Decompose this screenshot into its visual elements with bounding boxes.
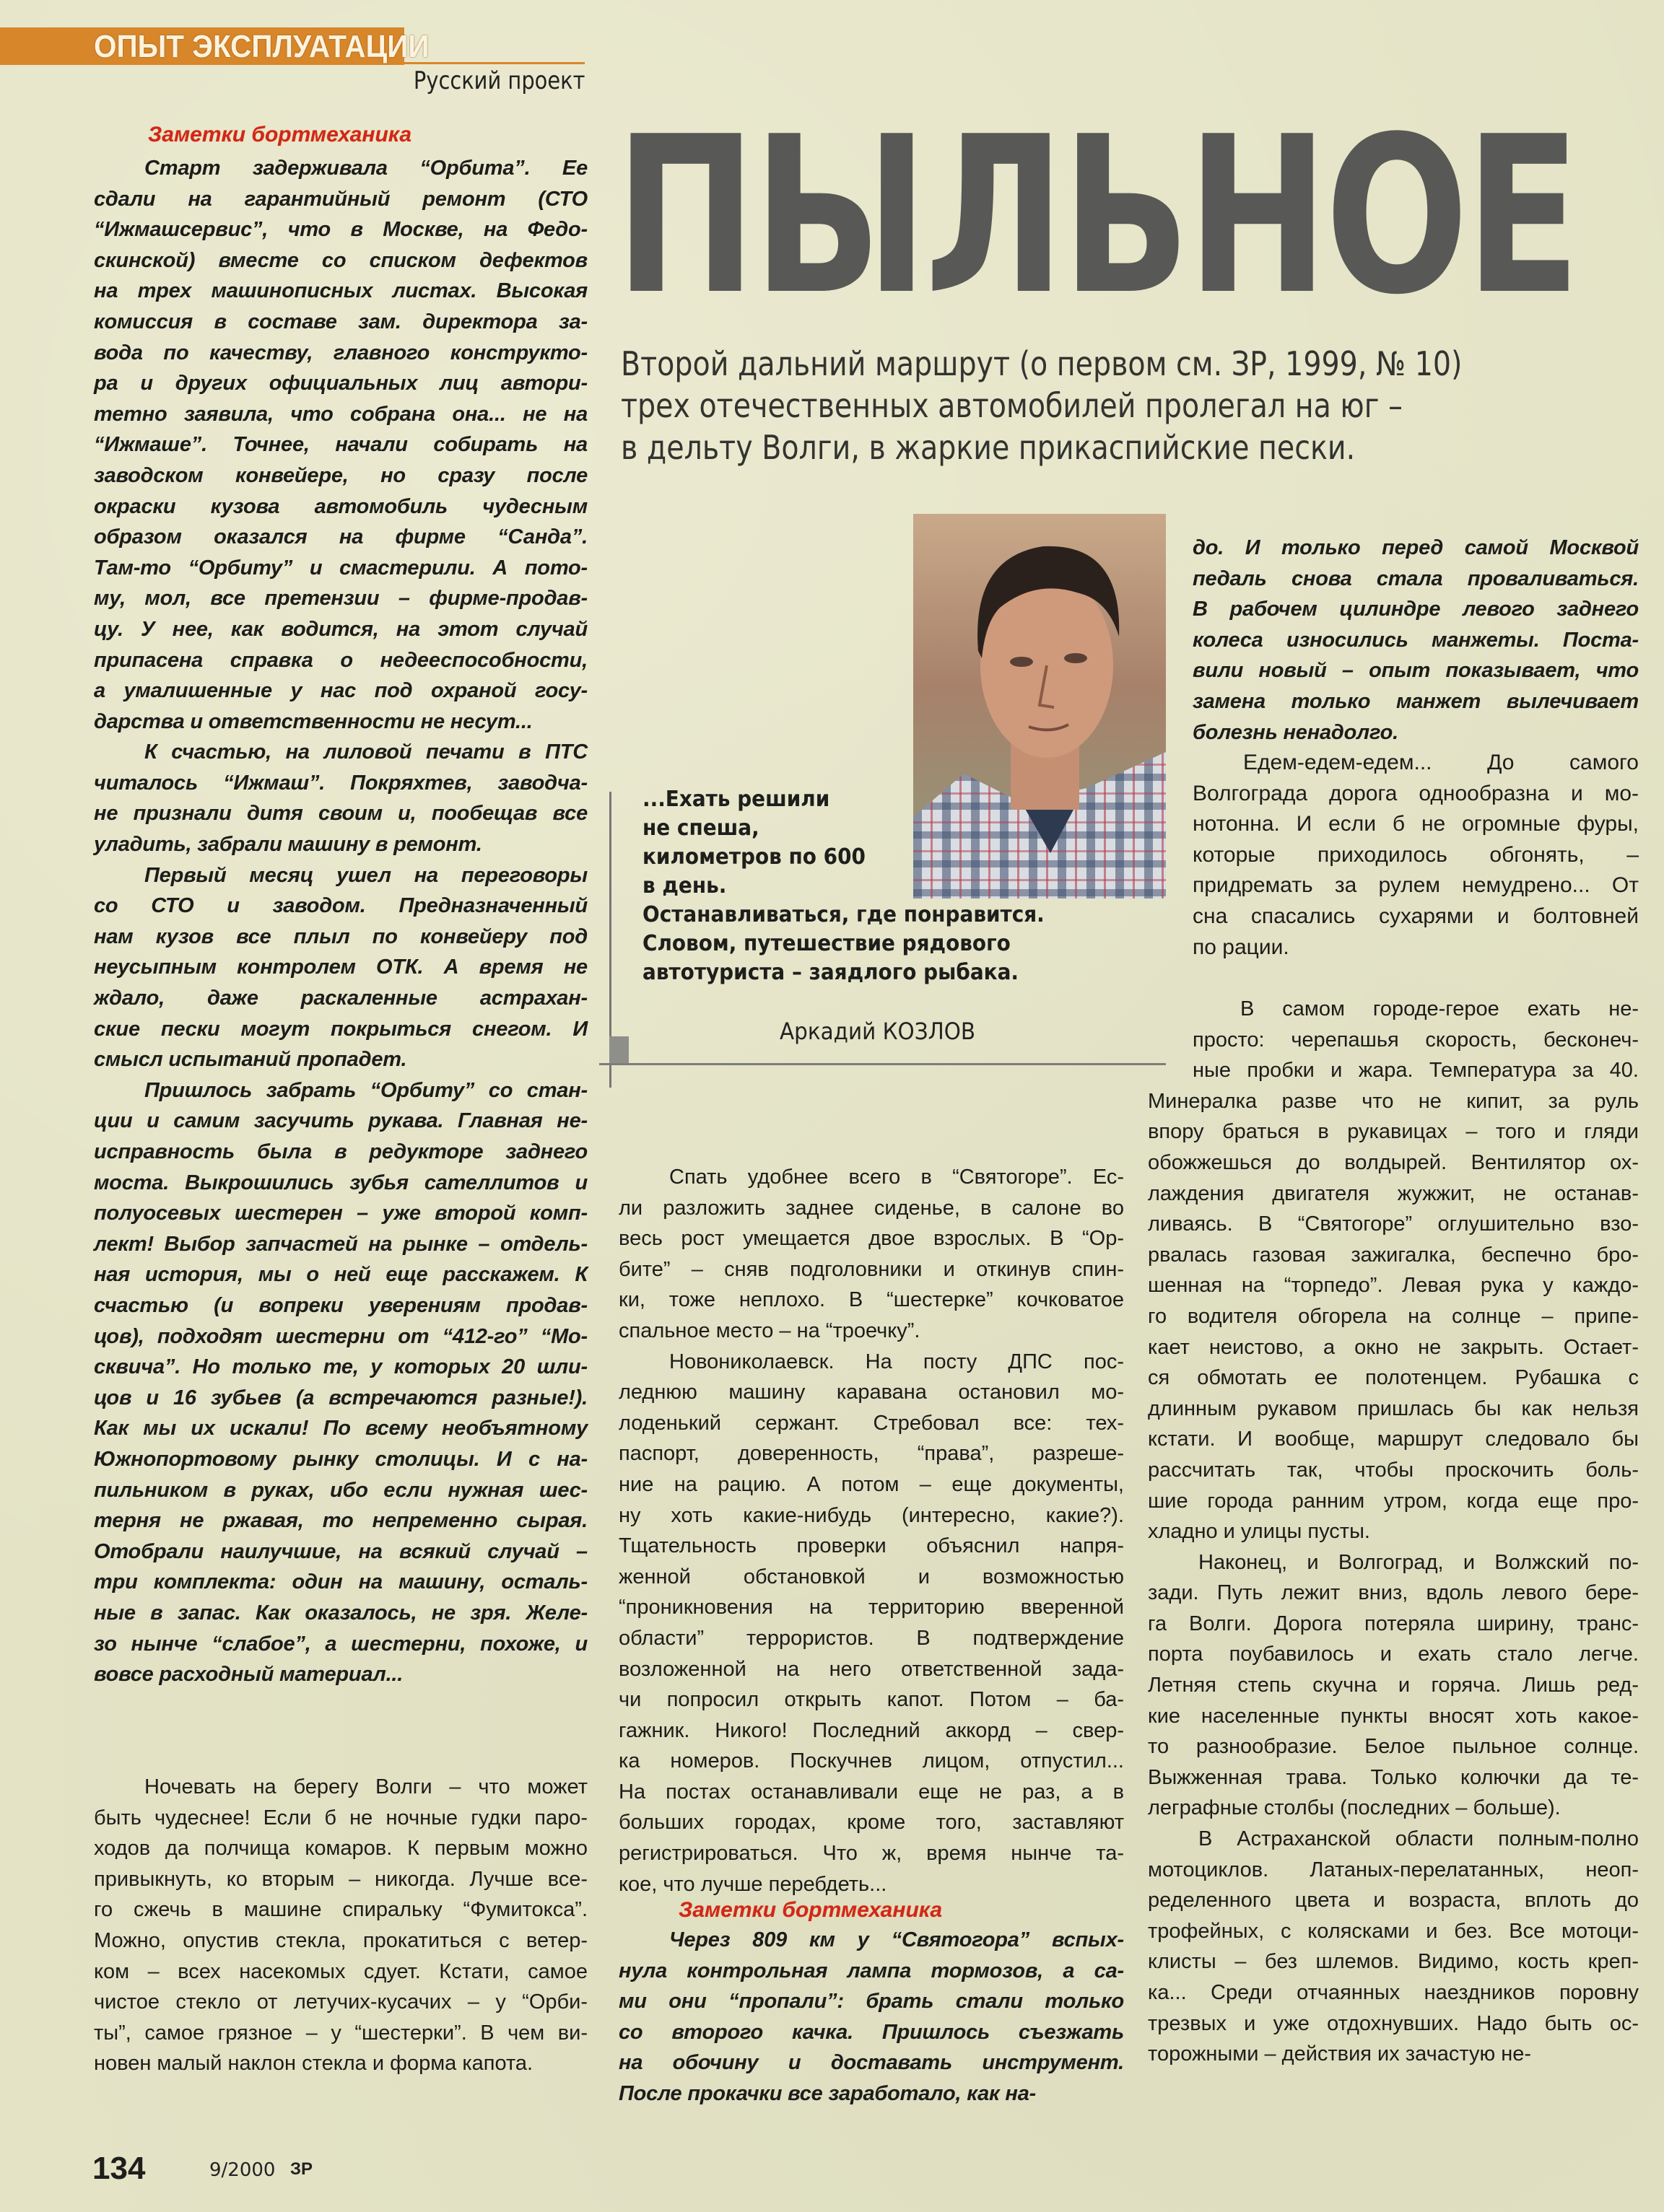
text-line: торожными – действия их зачастую не-	[1148, 2042, 1532, 2066]
text-line: зо нынче “слабое”, а шестерни, похоже, и	[94, 1632, 588, 1656]
middle-notes-text	[619, 1925, 1124, 2110]
text-line: Минералка разве что не кипит, за руль	[1148, 1089, 1639, 1113]
text-line: После прокачки все заработало, как на-	[619, 2081, 1037, 2105]
text-line: К счастью, на лиловой печати в ПТС	[144, 740, 588, 764]
text-line: лаждения двигателя жужжит, не останав-	[1148, 1181, 1639, 1205]
text-line: ты”, самое грязное – у “шестерки”. В чем ви-	[94, 2021, 588, 2045]
quote-frame-horizontal	[599, 1063, 1166, 1065]
pull-quote-line: автотуриста – заядлого рыбака.	[642, 960, 1019, 985]
text-line: пильником в руках, ибо если нужная шес-	[94, 1478, 588, 1502]
text-line: Можно, опустив стекла, прокатиться с ветер-	[94, 1928, 588, 1952]
text-line: га Волги. Дорога потеряла ширину, транс-	[1148, 1612, 1639, 1635]
text-line: рассчитать так, чтобы проскочить боль-	[1148, 1458, 1639, 1482]
text-line: уладить, забрали машину в ремонт.	[94, 833, 482, 857]
quote-frame-square	[609, 1036, 629, 1064]
text-line: ся обмотать ее полотенцем. Рубашка с	[1148, 1366, 1639, 1390]
pull-quote-line: километров по 600	[642, 844, 866, 870]
issue-number: 9/2000	[209, 2159, 276, 2181]
text-line: возложенной на него ответственной зада-	[619, 1657, 1124, 1681]
page-number: 134	[92, 2151, 146, 2186]
text-line: Пришлось забрать “Орбиту” со стан-	[144, 1078, 588, 1102]
left-notes-text	[94, 153, 588, 1690]
text-line: кстати. И вообще, маршрут следовало бы	[1148, 1428, 1639, 1451]
text-line: Через 809 км у “Святогора” вспых-	[669, 1928, 1124, 1951]
text-line: хладно и улицы пусты.	[1148, 1520, 1370, 1544]
text-line: кает неистово, а окно не закрыть. Остает-	[1148, 1335, 1639, 1359]
text-line: вовсе расходный материал...	[94, 1663, 404, 1687]
text-line: области” террористов. В подтверждение	[619, 1626, 1124, 1650]
text-line: В Астраханской области полным-полно	[1198, 1827, 1639, 1851]
text-line: Наконец, и Волгоград, и Волжский по-	[1198, 1550, 1639, 1574]
text-line: длинным рукавом пришлась бы как нельзя	[1148, 1396, 1639, 1420]
text-line: ждало, даже раскаленные астрахан-	[94, 987, 588, 1010]
text-line: тетно заявила, что собрана она... не на	[94, 402, 588, 426]
text-line: ра и других официальных лиц автори-	[94, 372, 588, 395]
text-line: окраски кузова автомобиль чудесным	[94, 494, 588, 518]
text-line: образом оказался на фирме “Санда”.	[94, 525, 588, 549]
text-line: моста. Выкрошились зубья сателлитов и	[94, 1171, 588, 1194]
text-line: исправность была в редукторе заднего	[94, 1140, 588, 1163]
text-line: “Ижмаше”. Точнее, начали собирать на	[94, 433, 588, 457]
text-line: придремать за рулем немудрено... От	[1193, 873, 1639, 898]
text-line: комиссия в составе зам. директора за-	[94, 310, 588, 333]
text-line: Выжженная трава. Только колючки да те-	[1148, 1765, 1639, 1789]
text-line: леграфные столбы (последних – больше).	[1148, 1796, 1561, 1820]
text-line: Ночевать на берегу Волги – что может	[144, 1775, 588, 1798]
text-line: ка... Среди отчаянных наездников поровну	[1148, 1981, 1639, 2004]
text-line: цу. У нее, как водится, на этот случай	[94, 617, 588, 641]
text-line: му, мол, все претензии – фирме-продав-	[94, 587, 588, 611]
text-line: на трех машинописных листах. Высокая	[94, 279, 588, 303]
text-line: на обочину и доставать инструмент.	[619, 2051, 1124, 2075]
text-line: читалось “Ижмаш”. Покряхтев, заводча-	[94, 771, 588, 795]
text-line: скинской) вместе со списком дефектов	[94, 248, 588, 272]
left-notes-subhead: Заметки бортмеханика	[148, 123, 412, 147]
text-line: женной обстановкой и возможностью	[619, 1565, 1124, 1588]
text-line: лоденький сержант. Стребовал все: тех-	[619, 1411, 1124, 1435]
text-line: Новониколаевск. На посту ДПС пос-	[669, 1350, 1124, 1373]
section-header-rule	[404, 62, 585, 64]
section-title: ОПЫТ ЭКСПЛУАТАЦИИ	[94, 29, 430, 64]
text-line: обожжешься до волдырей. Вентилятор ох-	[1148, 1150, 1639, 1174]
text-line: которые приходилось обгонять, –	[1193, 842, 1639, 867]
text-line: спальное место – на “троечку”.	[619, 1319, 920, 1342]
text-line: весь рост умещается двое взрослых. В “Ор-	[619, 1227, 1124, 1251]
text-line: ком – всех насекомых сдует. Кстати, самое	[94, 1959, 588, 1983]
text-line: по рации.	[1193, 935, 1289, 959]
text-line: гажник. Никого! Последний аккорд – свер-	[619, 1718, 1124, 1742]
text-line: то разнообразие. Белое пыльное солнце.	[1148, 1735, 1639, 1759]
text-line: В самом городе-герое ехать не-	[1240, 997, 1639, 1020]
text-line: ка номеров. Поскучнев лицом, отпустил...	[619, 1749, 1124, 1773]
text-line: порта поубавилось и ехать стало легче.	[1148, 1643, 1639, 1666]
text-line: “проникновения на территорию вверенной	[619, 1596, 1124, 1619]
text-line: привыкнуть, ко вторым – никогда. Лучше все-	[94, 1867, 588, 1891]
text-line: припасена справка о недееспособности,	[94, 648, 588, 672]
text-line: цов и 16 зубьев (а встречаются разные!).	[94, 1386, 588, 1409]
text-line: Тщательность проверки объяснил напря-	[619, 1534, 1124, 1558]
text-line: сквича”. Но только те, у которых 20 шли-	[94, 1355, 588, 1379]
text-line: шенная на “торпедо”. Левая рука у каждо-	[1148, 1274, 1639, 1298]
text-line: рвалась газовая зажигалка, беспечно бро-	[1148, 1243, 1639, 1267]
text-line: цов), подходят шестерни от “412-го” “Мо-	[94, 1324, 588, 1348]
text-line: со второго качка. Пришлось съезжать	[619, 2020, 1124, 2044]
text-line: Летняя степь скучна и горяча. Лишь ред-	[1148, 1674, 1639, 1697]
text-line: нам кузов все плыл по конвейеру под	[94, 924, 588, 948]
text-line: три комплекта: один на машину, осталь-	[94, 1570, 588, 1594]
text-line: ходов да полчища комаров. К первым можно	[94, 1837, 588, 1861]
pull-quote-line: не спеша,	[642, 816, 759, 841]
text-line: Как мы их искали! По всему необъятному	[94, 1417, 588, 1441]
text-line: мотоциклов. Латаных-перелатанных, неоп-	[1148, 1858, 1639, 1881]
text-line: регистрироваться. Что ж, время нынче та-	[619, 1842, 1124, 1866]
pull-quote-line: в день.	[642, 873, 727, 899]
text-line: полуосевых шестерен – уже второй комп-	[94, 1202, 588, 1225]
text-line: дарства и ответственности не несут...	[94, 709, 533, 733]
lede-line: трех отечественных автомобилей пролегал на юг –	[621, 386, 1403, 425]
text-line: терня не ржавая, то непременно сырая.	[94, 1509, 588, 1533]
text-line: нотонна. И если б не огромные фуры,	[1193, 812, 1639, 836]
text-line: колеса износились манжеты. Поста-	[1193, 628, 1639, 652]
text-line: ки, тоже неплохо. В “шестерке” кочковатое	[619, 1288, 1124, 1312]
text-line: ну хоть какие-нибудь (интересно, какие?).	[619, 1503, 1124, 1527]
text-line: кие населенные пункты вносят хоть какое-	[1148, 1704, 1639, 1728]
text-line: чистое стекло от летучих-кусачих – у “Орби-	[94, 1990, 588, 2014]
text-line: Первый месяц ушел на переговоры	[144, 863, 588, 887]
text-line: трофейных, с колясками и без. Все мотоци-	[1148, 1919, 1639, 1943]
text-line: го водителя обгорела на солнце – припе-	[1148, 1304, 1639, 1328]
text-line: Едем-едем-едем... До самого	[1243, 751, 1639, 774]
pull-quote-line: Словом, путешествие рядового	[642, 931, 1011, 956]
right-notes-text	[1193, 533, 1639, 748]
text-line: Старт задерживала “Орбита”. Ее	[144, 157, 588, 180]
text-line: просто: черепашья скорость, бесконеч-	[1193, 1028, 1639, 1052]
text-line: Южнопортовому рынку столицы. И с на-	[94, 1447, 588, 1471]
lede-line: в дельту Волги, в жаркие прикаспийские пески.	[621, 428, 1356, 467]
text-line: педаль снова стала проваливаться.	[1193, 567, 1639, 590]
text-line: Спать удобнее всего в “Святогоре”. Ес-	[669, 1166, 1124, 1189]
text-line: ные в запас. Как оказалось, не зря. Желе-	[94, 1601, 588, 1625]
text-line: лект! Выбор запчастей на рынке – отдель-	[94, 1232, 588, 1256]
text-line: со СТО и заводом. Предназначенный	[94, 894, 588, 918]
text-line: леднюю машину каравана остановил мо-	[619, 1381, 1124, 1404]
text-line: вода по качеству, главного конструкто-	[94, 341, 588, 364]
text-line: новен малый наклон стекла и форма капота.	[94, 2052, 533, 2076]
right-body-text-b	[1148, 994, 1639, 2070]
middle-notes-subhead: Заметки бортмеханика	[679, 1898, 943, 1922]
text-line: счастью (и вопреки уверениям продав-	[94, 1293, 588, 1317]
text-line: ная история, мы о ней еще расскажем. К	[94, 1263, 588, 1287]
text-line: паспорт, доверенность, “права”, разреше-	[619, 1442, 1124, 1466]
text-line: заводском конвейере, но сразу после	[94, 463, 588, 487]
text-line: ции и самим засучить рукава. Главная не-	[94, 1109, 588, 1133]
pull-quote	[642, 785, 1075, 987]
text-line: “Ижмашсервис”, что в Москве, на Федо-	[94, 218, 588, 242]
text-line: клисты – без шлемов. Видимо, кость креп-	[1148, 1950, 1639, 1974]
text-line: чи попросил открыть капот. Потом – ба-	[619, 1688, 1124, 1712]
text-line: кое, что лучше перебдеть...	[619, 1872, 887, 1896]
text-line: го сжечь в машине спиральку “Фумитокса”.	[94, 1898, 588, 1922]
text-line: бите” – сняв подголовники и откинув спин-	[619, 1257, 1124, 1281]
text-line: На постах останавливали еще не раз, а в	[619, 1780, 1124, 1804]
article-lede	[621, 343, 1462, 468]
magazine-name: ЗР	[290, 2159, 313, 2179]
text-line: до. И только перед самой Москвой	[1193, 536, 1639, 559]
text-line: шие города ранним утром, когда еще про-	[1148, 1489, 1639, 1513]
text-line: трезвых и уже отдохнувших. Надо быть ос-	[1148, 2011, 1639, 2035]
text-line: сна спасались сухарями и болтовней	[1193, 904, 1639, 928]
text-line: ние на рацию. А потом – еще документы,	[619, 1472, 1124, 1496]
text-line: вили новый – опыт показывает, что	[1193, 659, 1639, 683]
text-line: болезнь ненадолго.	[1193, 720, 1398, 744]
right-body-text-a	[1193, 748, 1639, 963]
text-line: нула контрольная лампа тормозов, а са-	[619, 1959, 1124, 1983]
text-line: неусыпным контролем ОТК. А время не	[94, 956, 588, 979]
text-line: ми они “пропали”: брать стали только	[619, 1990, 1124, 2014]
text-line: быть чудеснее! Если б не ночные гудки паро-	[94, 1806, 588, 1830]
text-line: зади. Путь лежит вниз, вдоль левого бере-	[1148, 1581, 1639, 1605]
pull-quote-line: ...Ехать решили	[642, 787, 830, 812]
text-line: В рабочем цилиндре левого заднего	[1193, 598, 1639, 621]
lede-line: Второй дальний маршрут (о первом см. ЗР, 1999, № 10)	[621, 344, 1463, 383]
text-line: Там-то “Орбиту” и смастерили. А пото-	[94, 556, 588, 580]
text-line: замена только манжет вылечивает	[1193, 689, 1639, 713]
text-line: ливаясь. В “Святогоре” оглушительно взо-	[1148, 1212, 1639, 1236]
text-line: ные пробки и жара. Температура за 40.	[1193, 1059, 1639, 1083]
middle-body-text	[619, 1162, 1124, 1900]
text-line: сдали на гарантийный ремонт (СТО	[94, 187, 588, 211]
text-line: больших городах, кроме того, заставляют	[619, 1811, 1124, 1835]
text-line: смысл испытаний пропадет.	[94, 1048, 407, 1072]
text-line: ли разложить заднее сиденье, в салоне во	[619, 1196, 1124, 1220]
text-line: не признали дитя своим и, пообещав все	[94, 802, 588, 826]
pull-quote-line: Останавливаться, где понравится.	[642, 902, 1045, 927]
text-line: Волгограда дорога однообразна и мо-	[1193, 781, 1639, 805]
text-line: а умалишенные у нас под охраной госу-	[94, 679, 588, 703]
article-headline: ПЫЛЬНОЕ	[615, 90, 1577, 342]
text-line: ределенного цвета и возраста, вплоть до	[1148, 1889, 1639, 1912]
text-line: Отобрали наилучшие, на всякий случай –	[94, 1539, 588, 1563]
text-line: ские пески могут покрыться снегом. И	[94, 1017, 588, 1041]
rubric-label: Русский проект	[413, 66, 585, 95]
left-body-text	[94, 1772, 588, 2079]
author-name: Аркадий КОЗЛОВ	[780, 1018, 976, 1045]
text-line: впору браться в рукавицах – того и гляди	[1148, 1120, 1639, 1144]
